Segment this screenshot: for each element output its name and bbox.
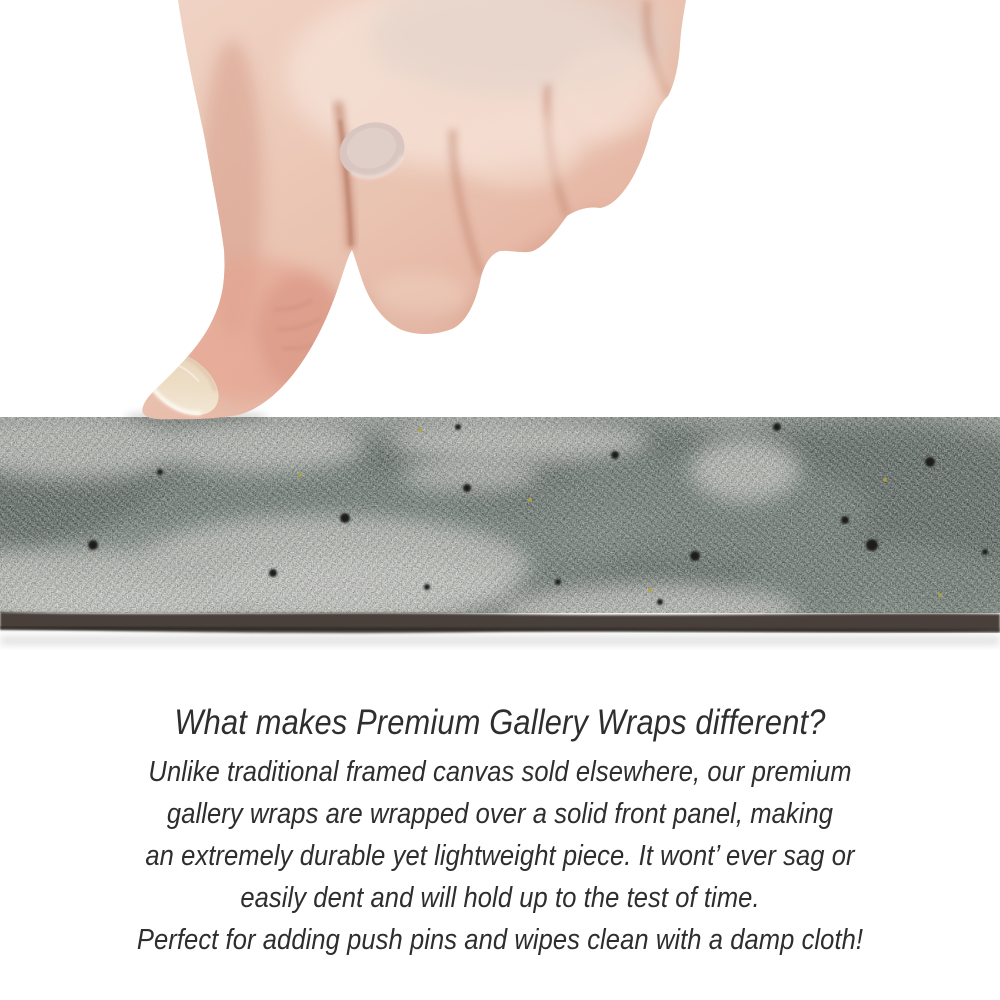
info-line-3: an extremely durable yet lightweight piece. It wont’ ever sag or <box>145 840 855 872</box>
canvas-strip-photo <box>0 415 1000 650</box>
info-text-block <box>60 700 940 961</box>
info-line-5: Perfect for adding push pins and wipes clean with a damp cloth! <box>136 924 864 956</box>
canvas-under-shadow <box>0 636 1000 645</box>
info-heading: What makes Premium Gallery Wraps different? <box>174 703 826 742</box>
info-line-2: gallery wraps are wrapped over a solid front panel, making <box>166 798 834 830</box>
info-line-1: Unlike traditional framed canvas sold elsewhere, our premium <box>148 756 852 788</box>
hand-photo <box>0 0 1000 430</box>
info-line-4: easily dent and will hold up to the test of time. <box>240 882 760 914</box>
